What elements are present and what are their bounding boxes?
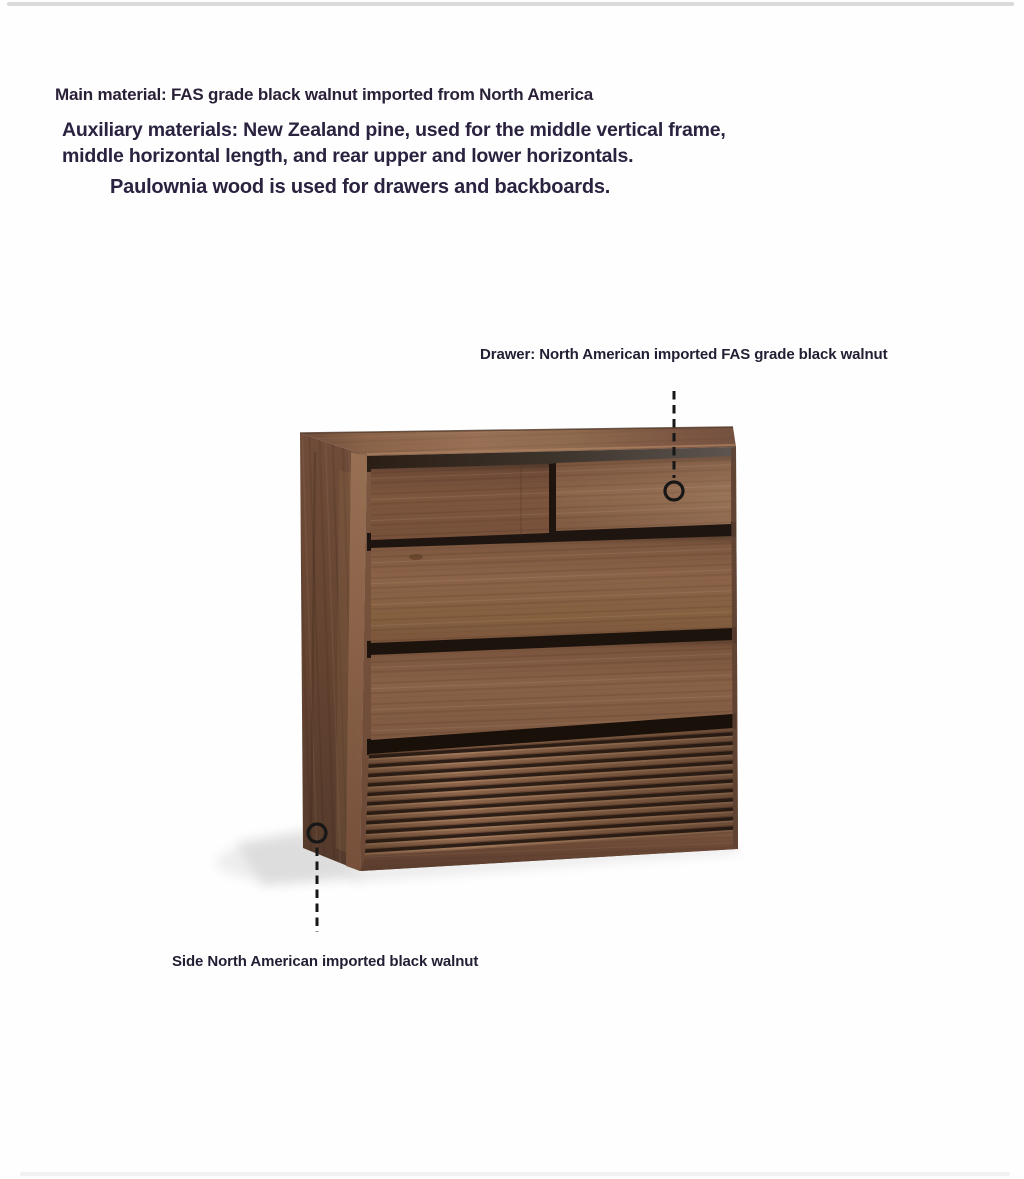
- drawer-middle-1: [371, 536, 733, 643]
- cabinet-front-face: [360, 447, 738, 871]
- auxiliary-materials-line1: Auxiliary materials: New Zealand pine, used for the middle vertical frame,: [62, 119, 726, 141]
- drawer-top-right: [556, 456, 731, 531]
- main-material-text: Main material: FAS grade black walnut imported from North America: [55, 85, 594, 104]
- cabinet-side-panel: [300, 433, 367, 871]
- drawer-top-left: [371, 464, 549, 540]
- side-annotation-label: Side North American imported black walnut: [172, 953, 479, 970]
- drawer-divider: [549, 463, 556, 533]
- auxiliary-materials-line2: middle horizontal length, and rear upper and lower horizontals.: [62, 145, 634, 167]
- drawer-annotation-label: Drawer: North American imported FAS grade black walnut: [480, 346, 888, 363]
- paulownia-text: Paulownia wood is used for drawers and backboards.: [110, 176, 611, 198]
- bottom-edge-divider: [20, 1172, 1010, 1176]
